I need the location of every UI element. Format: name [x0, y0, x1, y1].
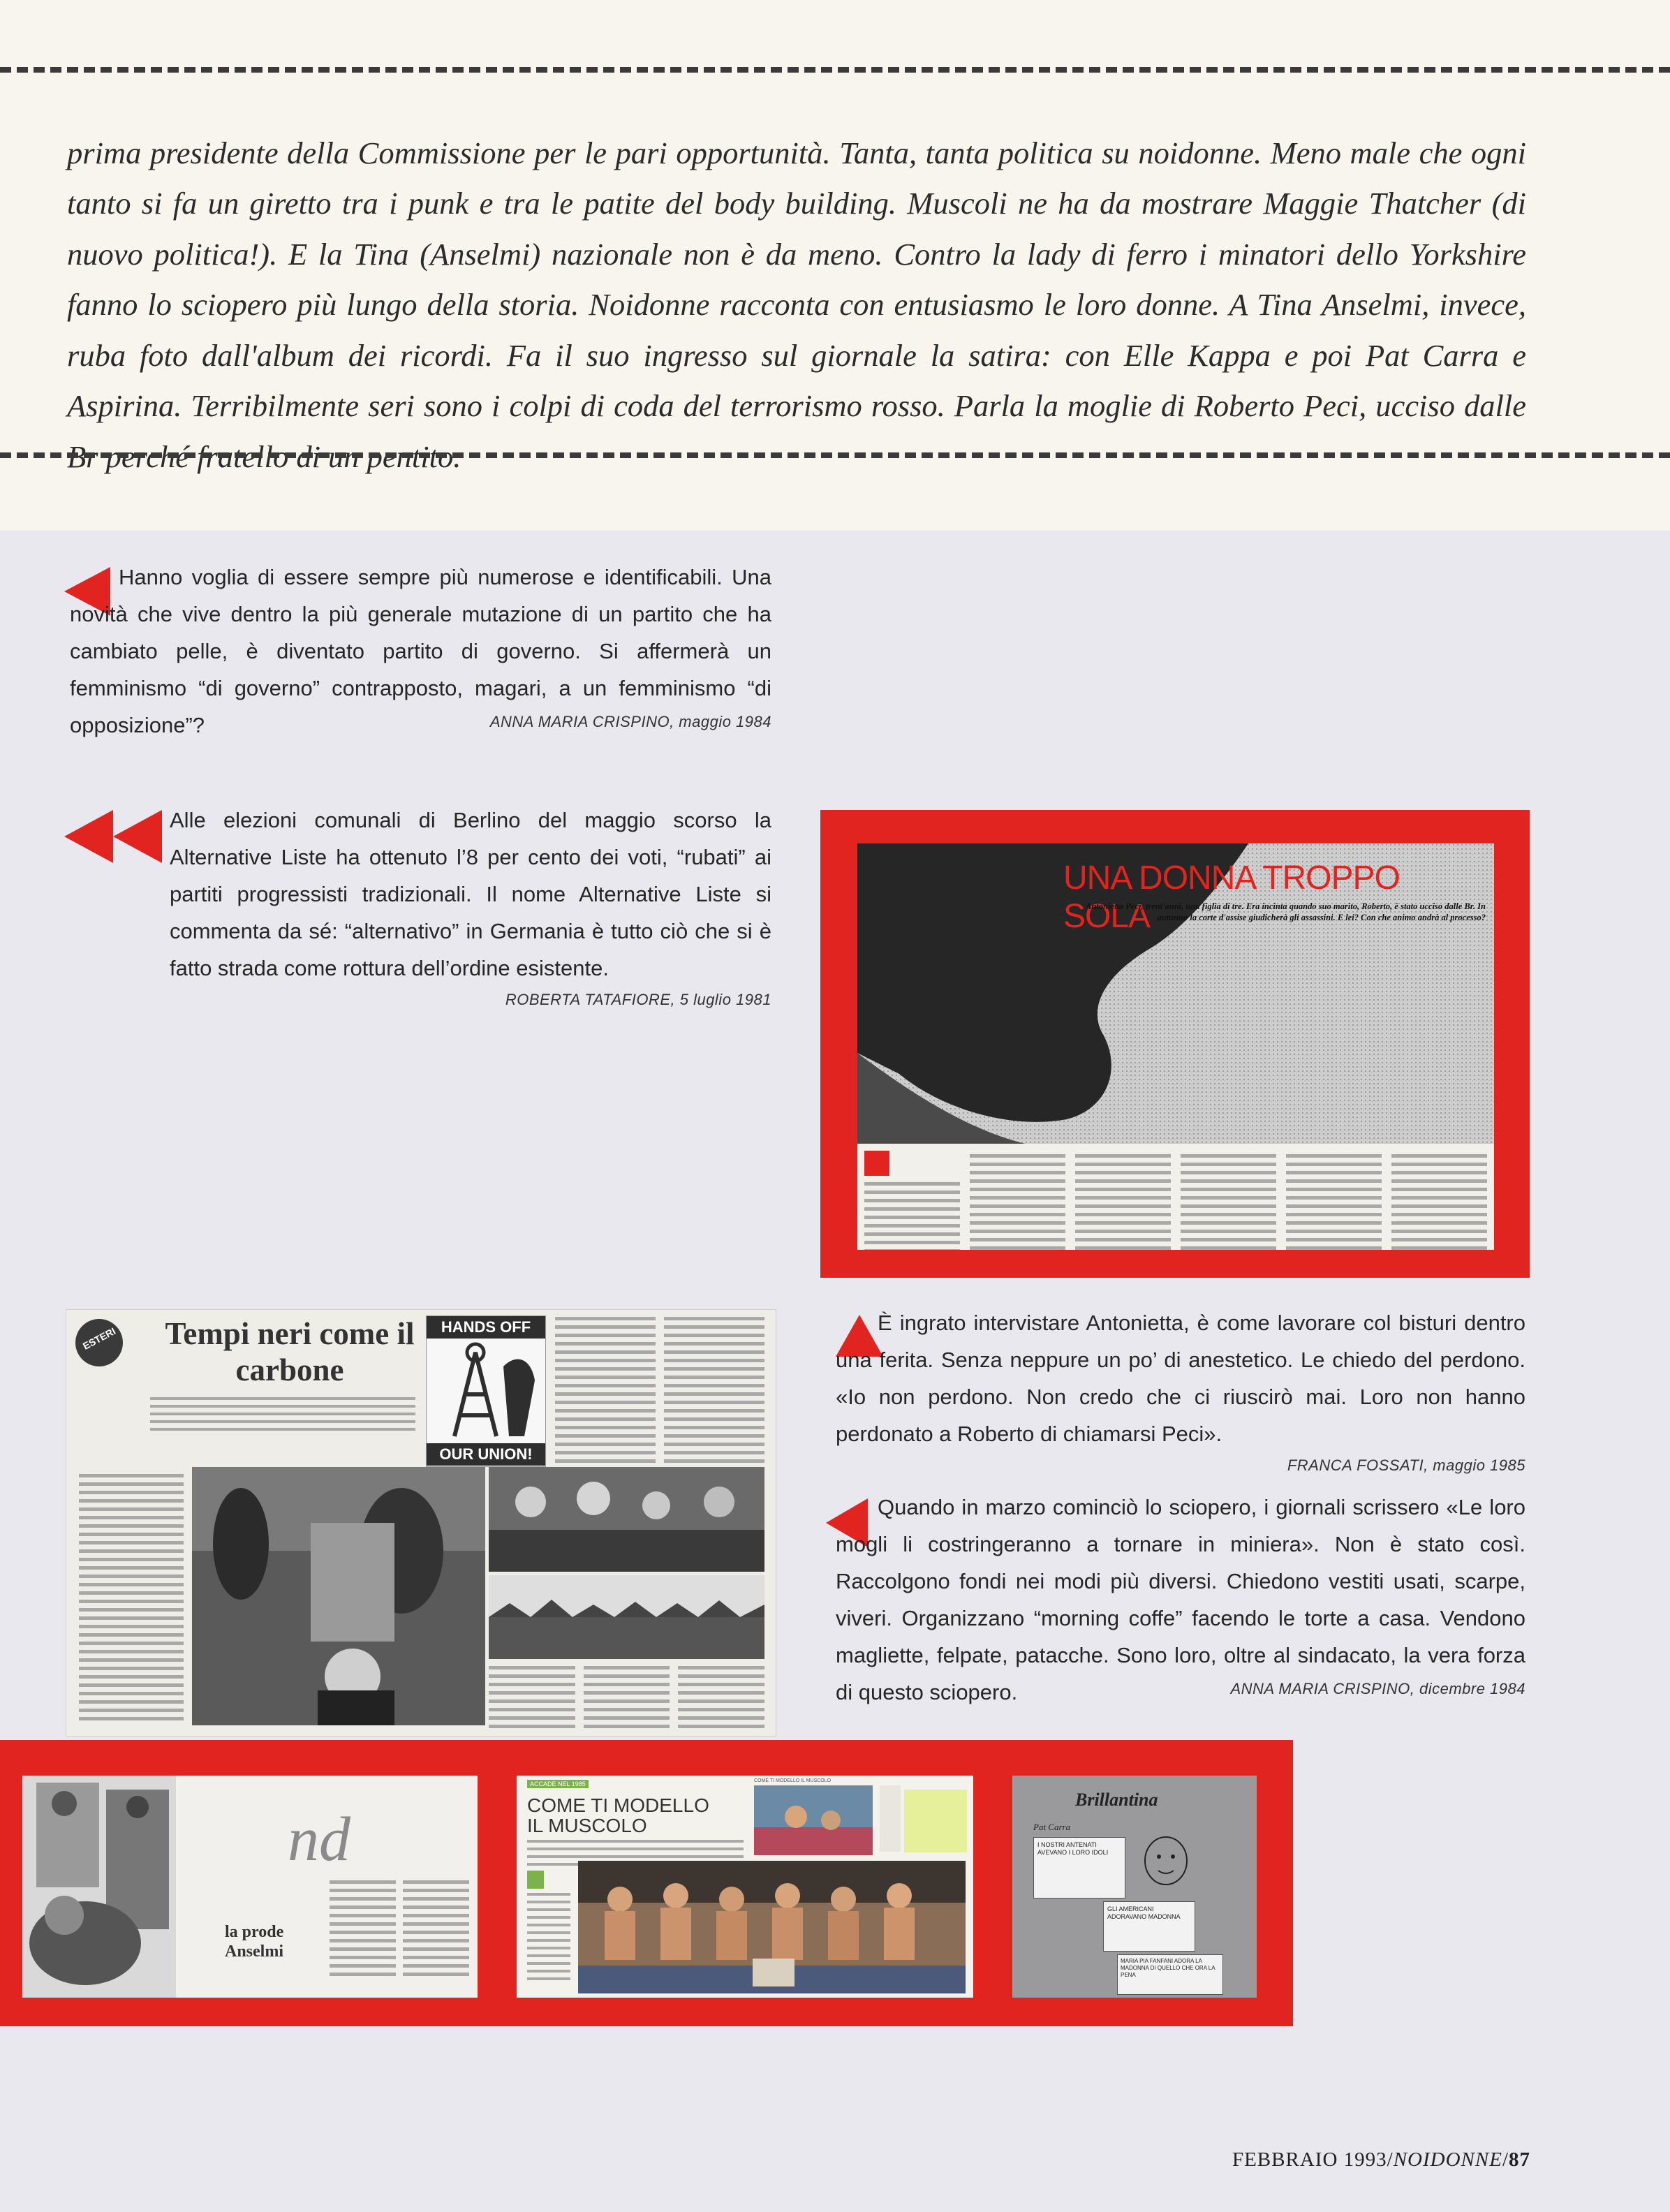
folio-page-number: 87	[1509, 2148, 1530, 2171]
poster-bottom-text: OUR UNION!	[427, 1443, 545, 1466]
bodybuilding-headline: COME TI MODELLO IL MUSCOLO	[527, 1794, 709, 1836]
bodybuilding-running-head: COME TI MODELLO IL MUSCOLO	[754, 1778, 832, 1783]
clipping-bodybuilding	[517, 1776, 973, 1998]
top-dashed-rule	[0, 67, 1670, 73]
nd-logo: nd	[288, 1805, 350, 1874]
quote-citation: FRANCA FOSSATI, maggio 1985	[1287, 1457, 1525, 1474]
quote-crispino-dicembre-1984	[836, 1489, 1525, 1702]
peci-body-columns	[864, 1154, 1487, 1245]
anselmi-title: la prode Anselmi	[225, 1923, 284, 1961]
quote-citation: ROBERTA TATAFIORE, 5 luglio 1981	[505, 991, 771, 1008]
bodybuilding-left-column	[527, 1893, 570, 1985]
panel-3-text: MARIA PIA FANFANI ADORA LA MADONNA DI QUELLO CHE ORA LA PENA	[1121, 1958, 1215, 1978]
quote-tatafiore-1981	[70, 802, 771, 1013]
miners-bottom-columns	[489, 1666, 764, 1733]
gym-photo	[754, 1785, 873, 1855]
cartoon-face-icon	[1135, 1833, 1197, 1889]
intro-text: prima presidente della Commissione per le pari opportunità. Tanta, tanta politica su noidonne. Meno male che ogni tanto si fa un giretto tra i punk e tra le patite del body building. Muscoli ne ha da mostrare Maggie Thatcher (di nuovo politica!). E la Tina (Anselmi) nazionale non è da meno. Contro la lady di ferro i minatori dello Yorkshire fanno lo sciopero più lungo della storia. Noidonne racconta con entusiasmo le loro donne. A Tina Anselmi, invece, ruba foto dall'album dei ricordi. Fa il suo ingresso sul giornale la satira: con Elle Kappa e poi Pat Carra e Aspirina. Terribilmente seri sono i colpi di coda del terrorismo rosso. Parla la moglie di Roberto Peci, ucciso dalle Br perché fratello di un pentito.	[67, 135, 1526, 474]
quote-text: Hanno voglia di essere sempre più numerose e identificabili. Una novità che vive dentro la più generale mutazione di un partito che ha cambiato pelle, è diventato partito di governo. Si affermerà un femminismo “di governo” contrapposto, magari, a un femminismo “di opposizione”?	[70, 565, 771, 737]
yellow-box	[904, 1790, 967, 1852]
panel-1-text: I NOSTRI ANTENATI AVEVANO I LORO IDOLI	[1037, 1841, 1109, 1856]
quote-fossati-1985	[836, 1304, 1525, 1479]
police-photo	[192, 1467, 485, 1725]
cartoon-panel-2	[1103, 1901, 1195, 1952]
women-crowd-photo	[489, 1467, 764, 1572]
bodybuilding-kicker: ACCADE NEL 1985	[527, 1780, 589, 1788]
anselmi-family-photo	[22, 1776, 176, 1998]
quote-text: Quando in marzo cominciò lo sciopero, i giornali scrissero «Le loro mogli li costringeranno a tornare in miniera». Non è stato così. Raccolgono fondi nei modi più diversi. Chiedono vestiti usati, scarpe, viveri. Organizzano “morning coffe” facendo le torte a casa. Vendono magliette, felpate, patacche. Sono loro, oltre al sindacato, la vera forza di questo sciopero.	[836, 1495, 1525, 1704]
miners-left-column	[79, 1474, 184, 1725]
folio-magazine: NOIDONNE	[1393, 2148, 1502, 2171]
miners-headline: Tempi neri come il carbone	[165, 1316, 415, 1387]
esteri-badge-label: ESTERI	[80, 1325, 118, 1352]
poster-top-text: HANDS OFF	[427, 1316, 545, 1339]
picket-line-photo	[489, 1575, 764, 1659]
quote-text: È ingrato intervistare Antonietta, è come lavorare col bisturi dentro una ferita. Senza neppure un po’ di anestetico. Le chiedo del perdono. «Io non perdono. Non credo che ci riuscirò mai. Loro non hanno perdonato a Roberto di chiamarsi Peci».	[836, 1311, 1525, 1446]
hands-off-poster	[426, 1315, 546, 1467]
clipping-peci	[857, 843, 1494, 1250]
clipping-satire	[1012, 1776, 1257, 1998]
bottom-dashed-rule	[0, 452, 1670, 458]
cartoon-panel-3	[1117, 1954, 1223, 1995]
quote-text: Alle elezioni comunali di Berlino del maggio scorso la Alternative Liste ha ottenuto l’8 per cento dei voti, “rubati” ai partiti progressisti tradizionali. Il nome Alternative Liste si commenta da sé: “alternativo” in Germania è tutto ciò che si è fatto strada come rottura dell’ordine esistente.	[170, 808, 771, 980]
peci-headline: UNA DONNA TROPPO SOLA	[1063, 860, 1400, 935]
clipping-anselmi	[22, 1776, 478, 1998]
satire-title: Brillantina	[1075, 1790, 1158, 1810]
clipping-miners	[66, 1309, 776, 1737]
bodybuilders-photo	[578, 1861, 966, 1993]
anselmi-columns	[330, 1880, 469, 1981]
quote-citation: ANNA MARIA CRISPINO, dicembre 1984	[1230, 1680, 1525, 1697]
drop-cap-n	[527, 1871, 544, 1889]
folio-issue: FEBBRAIO 1993/	[1232, 2148, 1394, 2171]
miners-deck	[150, 1397, 415, 1436]
pithead-icon	[427, 1339, 545, 1440]
panel-2-text: GLI AMERICANI ADORAVANO MADONNA	[1107, 1905, 1181, 1920]
page-folio: FEBBRAIO 1993/NOIDONNE/87	[1232, 2148, 1530, 2171]
strip-title: Pat Carra	[1033, 1822, 1071, 1832]
cartoon-panel-1	[1033, 1837, 1125, 1898]
sidebar-gap	[880, 1785, 901, 1852]
quote-citation: ANNA MARIA CRISPINO, maggio 1984	[489, 713, 771, 730]
miners-right-columns	[555, 1317, 764, 1484]
peci-deck: Antonietta Peci, trent'anni, una figlia di tre. Era incinta quando suo marito, Roberto, è stato ucciso dalle Br. In autunno la corte d'assise giudicherà gli assassini. E lei? Con che animo andrà al processo?	[1085, 901, 1486, 922]
quote-crispino-1984	[70, 559, 771, 735]
